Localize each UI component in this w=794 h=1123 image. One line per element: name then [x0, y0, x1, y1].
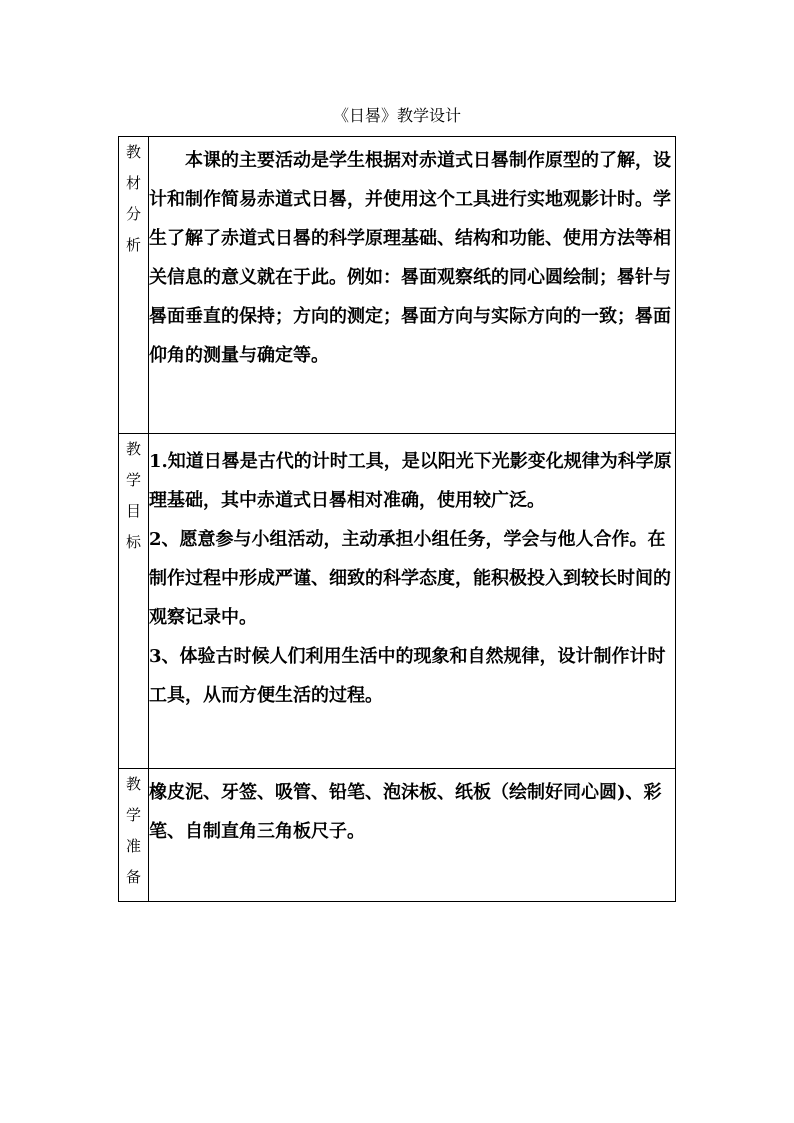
- objective-item-2: 2、愿意参与小组活动，主动承担小组任务，学会与他人合作。在制作过程中形成严谨、细致的科学态度，能积极投入到较长时间的观察记录中。: [149, 529, 671, 628]
- row-label-teaching-preparation: [119, 769, 149, 902]
- row-content-teaching-objectives: [149, 434, 676, 769]
- label-char: 教: [125, 143, 141, 161]
- label-char: 分: [125, 205, 141, 223]
- analysis-paragraph: 本课的主要活动是学生根据对赤道式日晷制作原型的了解，设计和制作简易赤道式日晷，并使用这个工具进行实地观影计时。学生了解了赤道式日晷的科学原理基础、结构和功能、使用方法等相关信息的意义就在于此。例如：晷面观察纸的同心圆绘制；晷针与晷面垂直的保持；方向的测定；晷面方向与实际方向的一致；晷面仰角的测量与确定等。: [149, 150, 671, 366]
- label-char: 标: [125, 533, 141, 551]
- lesson-plan-table: [118, 136, 676, 902]
- objective-item-3: 3、体验古时候人们利用生活中的现象和自然规律，设计制作计时工具，从而方便生活的过程。: [149, 646, 666, 706]
- table-row-textbook-analysis: [119, 137, 676, 434]
- label-char: 材: [125, 174, 141, 192]
- table-row-teaching-objectives: [119, 434, 676, 769]
- label-char: 学: [125, 471, 141, 489]
- table-row-teaching-preparation: [119, 769, 676, 902]
- row-label-textbook-analysis: [119, 137, 149, 434]
- row-label-teaching-objectives: [119, 434, 149, 769]
- label-char: 备: [125, 868, 141, 886]
- label-char: 学: [125, 806, 141, 824]
- row-content-textbook-analysis: [149, 137, 676, 434]
- label-char: 教: [125, 775, 141, 793]
- label-char: 目: [125, 502, 141, 520]
- document-title: 《日晷》教学设计: [332, 106, 461, 125]
- label-char: 准: [125, 837, 141, 855]
- materials-list: 橡皮泥、牙签、吸管、铅笔、泡沫板、纸板（绘制好同心圆)、彩笔、自制直角三角板尺子。: [149, 782, 662, 842]
- label-char: 析: [125, 236, 141, 254]
- label-char: 教: [125, 440, 141, 458]
- row-content-teaching-preparation: [149, 769, 676, 902]
- objective-item-1: 1.知道日晷是古代的计时工具，是以阳光下光影变化规律为科学原理基础，其中赤道式日晷相对准确，使用较广泛。: [149, 451, 672, 511]
